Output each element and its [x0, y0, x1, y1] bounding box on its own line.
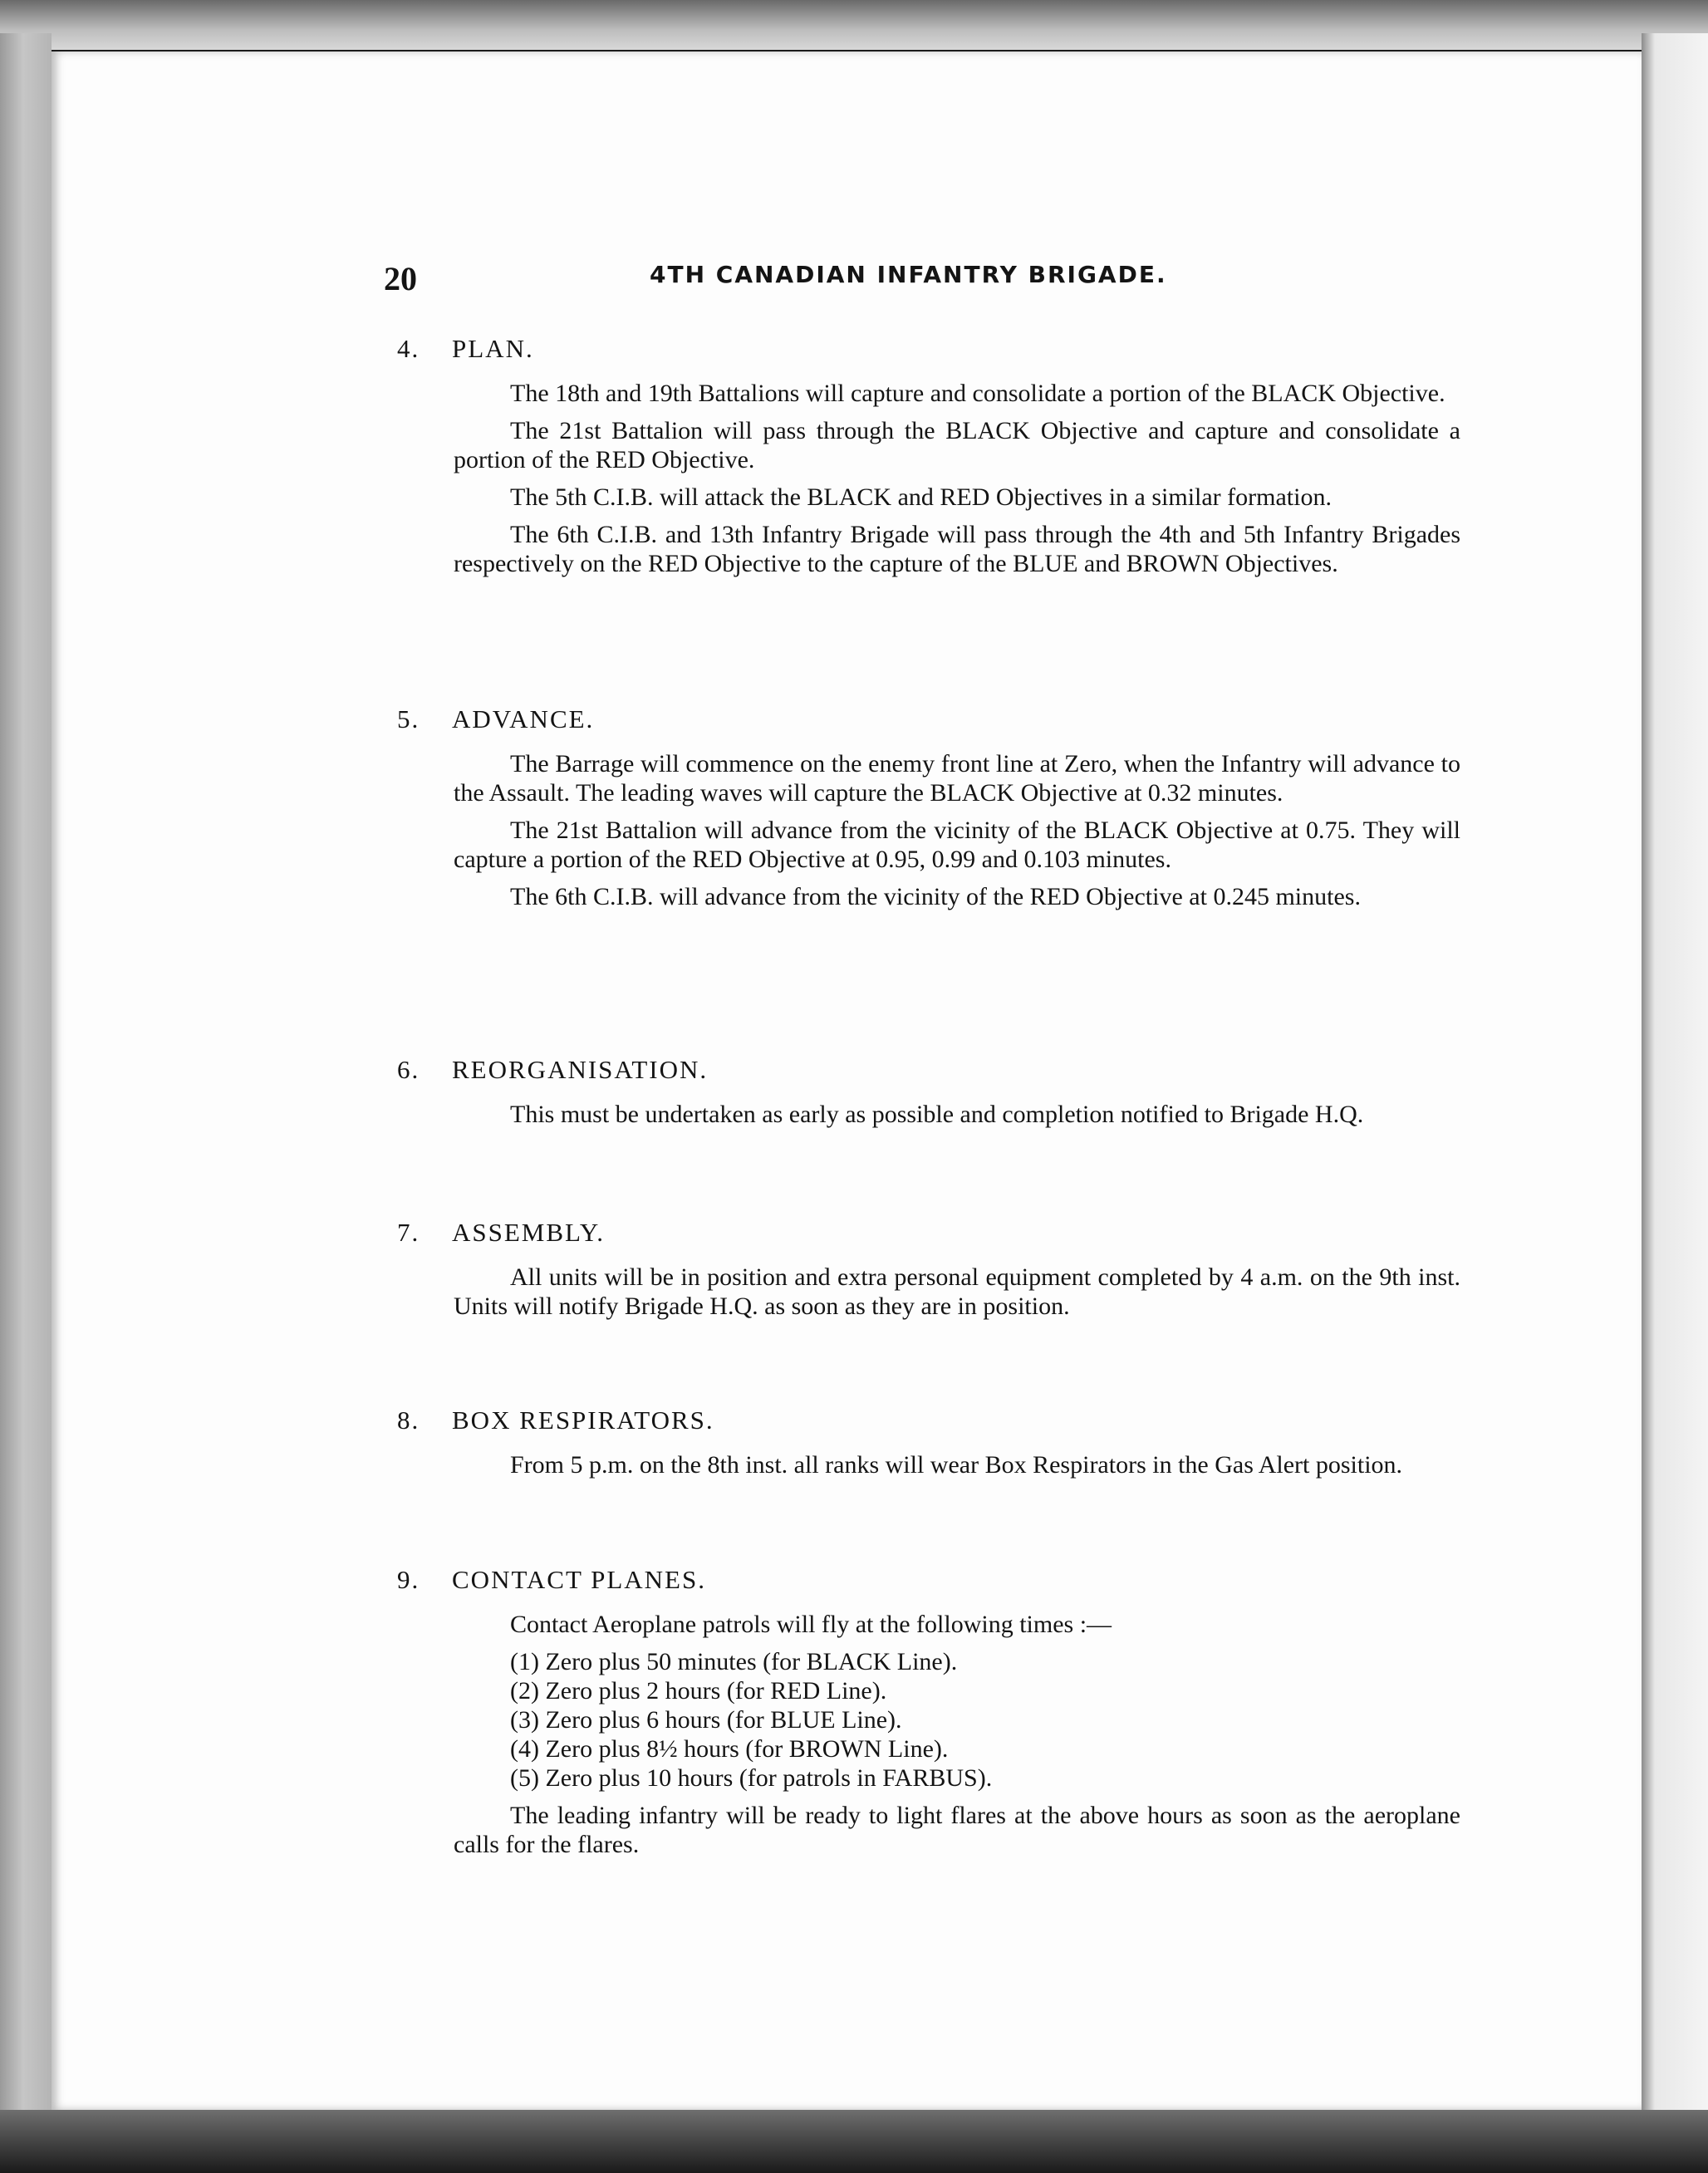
- section-heading: [397, 1218, 1460, 1248]
- paragraph: The 6th C.I.B. will advance from the vicinity of the RED Objective at 0.245 minutes.: [510, 883, 1361, 910]
- paragraph: The 18th and 19th Battalions will capture and consolidate a portion of the BLACK Objective.: [510, 380, 1445, 407]
- section-number: 6.: [397, 1055, 420, 1084]
- list-item: (5) Zero plus 10 hours (for patrols in FARBUS).: [510, 1764, 993, 1792]
- section-number: 5.: [397, 704, 420, 733]
- paragraph: Contact Aeroplane patrols will fly at the following times :—: [510, 1611, 1112, 1638]
- section-heading: [397, 1055, 1460, 1085]
- section-title: ASSEMBLY.: [452, 1218, 606, 1247]
- paragraph: The 5th C.I.B. will attack the BLACK and RED Objectives in a similar formation.: [510, 483, 1332, 511]
- section-number: 7.: [397, 1218, 420, 1247]
- section-title: REORGANISATION.: [452, 1055, 709, 1084]
- patrol-times-list: [510, 1647, 1460, 1793]
- section-assembly: [397, 1218, 1460, 1329]
- list-item: (2) Zero plus 2 hours (for RED Line).: [510, 1677, 887, 1705]
- section-number: 4.: [397, 334, 420, 363]
- list-item: (4) Zero plus 8½ hours (for BROWN Line).: [510, 1735, 949, 1763]
- paragraph: This must be undertaken as early as possible and completion notified to Brigade H.Q.: [510, 1101, 1364, 1128]
- section-plan: [397, 334, 1460, 586]
- section-heading: [397, 334, 1460, 364]
- list-item: (1) Zero plus 50 minutes (for BLACK Line).: [510, 1648, 958, 1675]
- paragraph: The Barrage will commence on the enemy front line at Zero, when the Infantry will advance to the Assault. The leading waves will capture the BLACK Objective at 0.32 minutes.: [454, 750, 1460, 807]
- section-number: 9.: [397, 1565, 420, 1594]
- running-head: 4TH CANADIAN INFANTRY BRIGADE.: [650, 261, 1167, 288]
- section-number: 8.: [397, 1405, 420, 1435]
- section-heading: [397, 704, 1460, 734]
- paragraph: All units will be in position and extra personal equipment completed by 4 a.m. on the 9th inst. Units will notify Brigade H.Q. as soon as they are in position.: [454, 1263, 1460, 1320]
- section-title: PLAN.: [452, 334, 534, 363]
- section-advance: [397, 704, 1460, 920]
- paragraph: The 21st Battalion will advance from the vicinity of the BLACK Objective at 0.75. They will capture a portion of the RED Objective at 0.95, 0.99 and 0.103 minutes.: [454, 817, 1460, 873]
- section-title: BOX RESPIRATORS.: [452, 1405, 714, 1435]
- section-box-respirators: [397, 1405, 1460, 1488]
- paragraph: The 21st Battalion will pass through the BLACK Objective and capture and consolidate a portion of the RED Objective.: [454, 417, 1460, 473]
- section-heading: [397, 1565, 1460, 1595]
- list-item: (3) Zero plus 6 hours (for BLUE Line).: [510, 1706, 902, 1734]
- section-reorganisation: [397, 1055, 1460, 1137]
- section-title: ADVANCE.: [452, 704, 595, 733]
- page-number: 20: [384, 260, 417, 297]
- paragraph: From 5 p.m. on the 8th inst. all ranks will wear Box Respirators in the Gas Alert position.: [510, 1451, 1403, 1479]
- section-contact-planes: [397, 1565, 1460, 1867]
- paragraph: The 6th C.I.B. and 13th Infantry Brigade will pass through the 4th and 5th Infantry Brigades respectively on the RED Objective to the capture of the BLUE and BROWN Objectives.: [454, 521, 1460, 577]
- section-heading: [397, 1405, 1460, 1435]
- section-title: CONTACT PLANES.: [452, 1565, 706, 1594]
- paragraph: The leading infantry will be ready to light flares at the above hours as soon as the aeroplane calls for the flares.: [454, 1802, 1460, 1858]
